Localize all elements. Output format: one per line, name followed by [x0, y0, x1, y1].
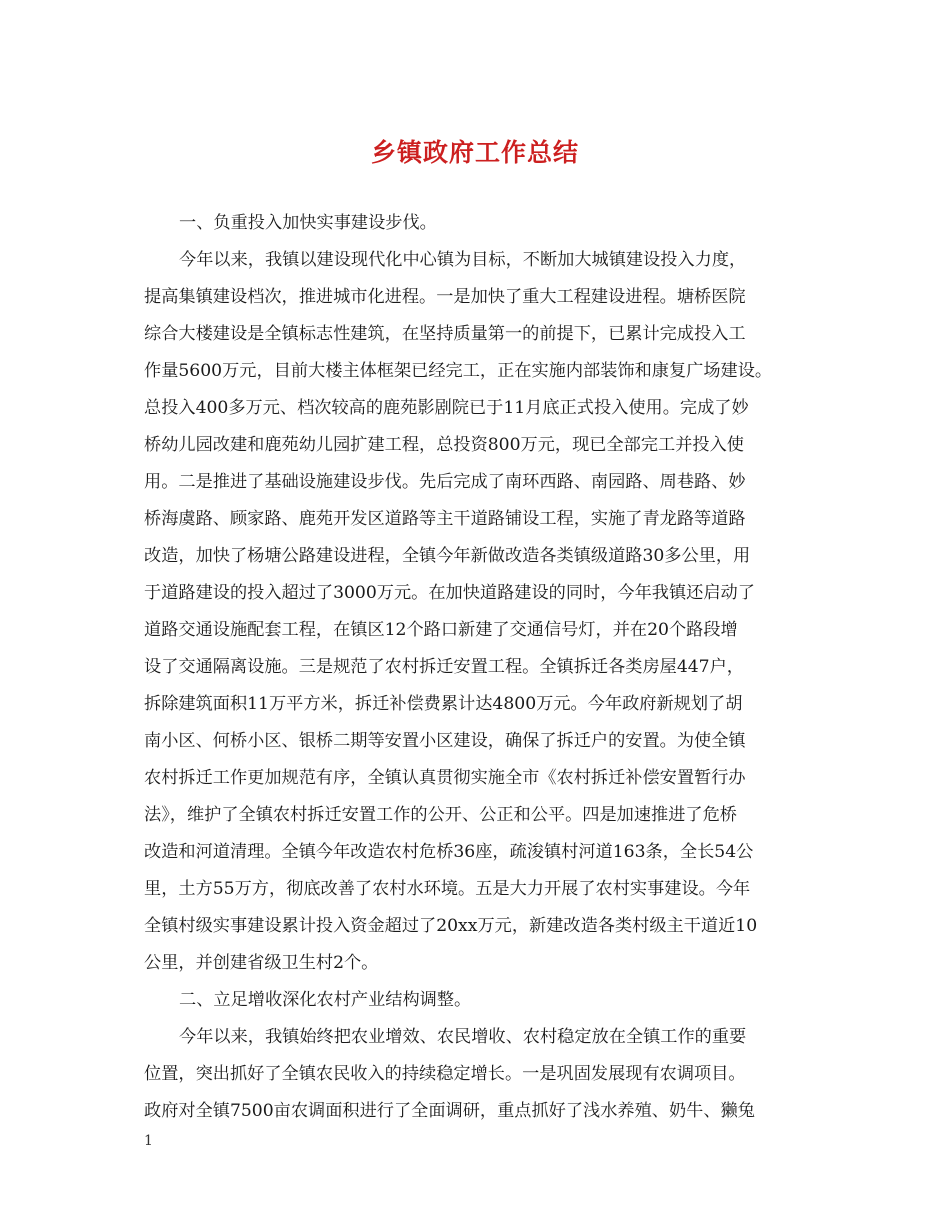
text-line: 里，土方55万方，彻底改善了农村水环境。五是大力开展了农村实事建设。今年 [144, 879, 751, 899]
text-line: 今年以来，我镇以建设现代化中心镇为目标，不断加大城镇建设投入力度， [179, 250, 747, 270]
page-number: 1 [144, 1133, 153, 1149]
text-line: 桥幼儿园改建和鹿苑幼儿园扩建工程，总投资800万元，现已全部完工并投入使 [144, 435, 744, 455]
text-line: 全镇村级实事建设累计投入资金超过了20xx万元，新建改造各类村级主干道近10 [144, 916, 758, 936]
text-line: 综合大楼建设是全镇标志性建筑，在坚持质量第一的前提下，已累计完成投入工 [144, 324, 746, 344]
text-line: 南小区、何桥小区、银桥二期等安置小区建设，确保了拆迁户的安置。为使全镇 [144, 731, 746, 751]
text-line: 拆除建筑面积11万平方米，拆迁补偿费累计达4800万元。今年政府新规划了胡 [144, 694, 743, 714]
text-line: 二、立足增收深化农村产业结构调整。 [179, 990, 472, 1010]
text-line: 位置，突出抓好了全镇农民收入的持续稳定增长。一是巩固发展现有农调项目。 [144, 1064, 746, 1084]
text-line: 桥海虞路、顾家路、鹿苑开发区道路等主干道路铺设工程，实施了青龙路等道路 [144, 509, 746, 529]
text-line: 于道路建设的投入超过了3000万元。在加快道路建设的同时，今年我镇还启动了 [144, 583, 755, 603]
text-line: 公里，并创建省级卫生村2个。 [144, 953, 379, 973]
text-line: 法》，维护了全镇农村拆迁安置工作的公开、公正和公平。四是加速推进了危桥 [144, 805, 737, 825]
document-title: 乡镇政府工作总结 [370, 138, 579, 167]
text-line: 一、负重投入加快实事建设步伐。 [179, 213, 437, 233]
text-line: 总投入400多万元、档次较高的鹿苑影剧院已于11月底正式投入使用。完成了妙 [144, 398, 749, 418]
text-line: 提高集镇建设档次，推进城市化进程。一是加快了重大工程建设进程。塘桥医院 [144, 287, 746, 307]
text-line: 用。二是推进了基础设施建设步伐。先后完成了南环西路、南园路、周巷路、妙 [144, 472, 746, 492]
text-line: 作量5600万元，目前大楼主体框架已经完工，正在实施内部装饰和康复广场建设。 [144, 361, 773, 381]
text-line: 道路交通设施配套工程，在镇区12个路口新建了交通信号灯，并在20个路段增 [144, 620, 738, 640]
text-line: 设了交通隔离设施。三是规范了农村拆迁安置工程。全镇拆迁各类房屋447户， [144, 657, 744, 677]
text-line: 改造和河道清理。全镇今年改造农村危桥36座，疏浚镇村河道163条，全长54公 [144, 842, 754, 862]
text-line: 改造，加快了杨塘公路建设进程，全镇今年新做改造各类镇级道路30多公里，用 [144, 546, 751, 566]
document-body [144, 205, 824, 1130]
text-line: 政府对全镇7500亩农调面积进行了全面调研，重点抓好了浅水养殖、奶牛、獭兔 [144, 1101, 755, 1121]
text-line: 农村拆迁工作更加规范有序，全镇认真贯彻实施全市《农村拆迁补偿安置暂行办 [144, 768, 746, 788]
text-line: 今年以来，我镇始终把农业增效、农民增收、农村稳定放在全镇工作的重要 [179, 1027, 747, 1047]
